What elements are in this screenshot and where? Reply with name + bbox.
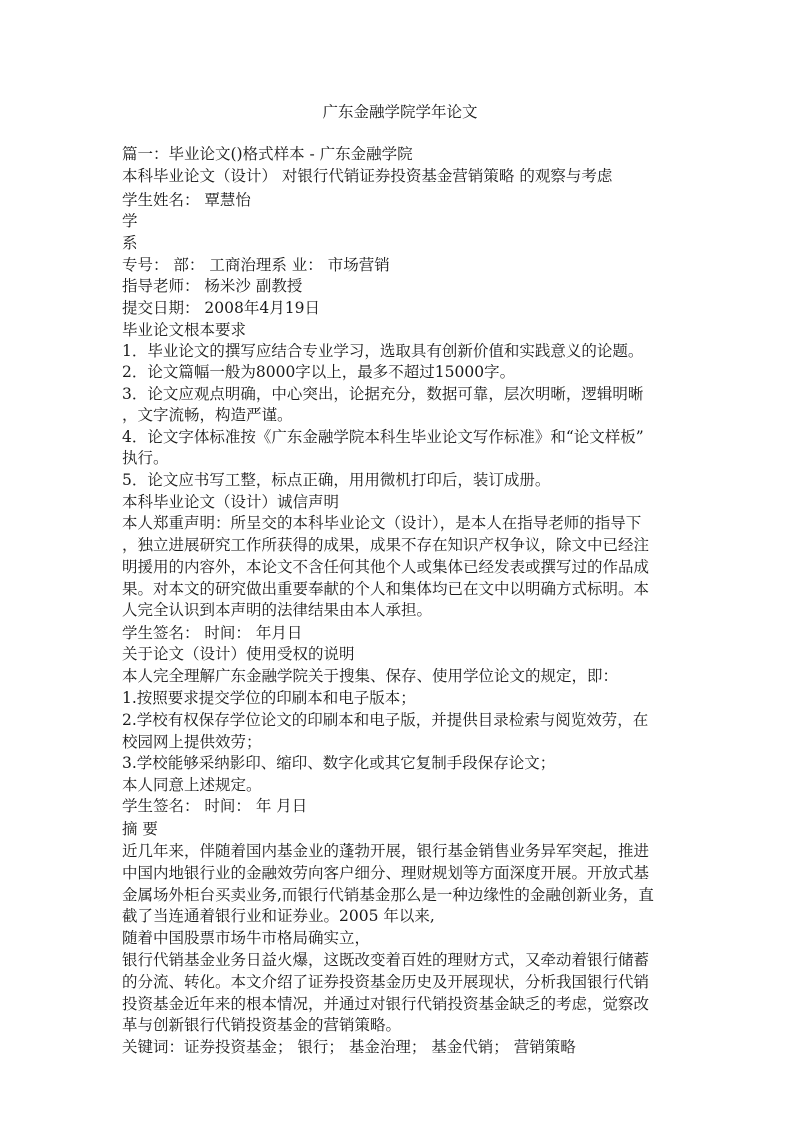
text-line: 关于论文（设计）使用受权的说明 bbox=[122, 645, 355, 663]
text-line: 校园网上提供效劳； bbox=[122, 733, 262, 751]
text-line: 3．论文应观点明确，中心突出，论据充分，数据可靠，层次明晰，逻辑明晰 bbox=[122, 385, 644, 403]
text-line: 学生签名： 时间： 年月日 bbox=[122, 624, 303, 642]
text-line: ，独立进展研究工作所获得的成果，成果不存在知识产权争议，除文中已经注 bbox=[122, 536, 650, 554]
text-line: 人完全认识到本声明的法律结果由本人承担。 bbox=[122, 601, 433, 619]
text-line: 1．毕业论文的撰写应结合专业学习，选取具有创新价值和实践意义的论题。 bbox=[122, 342, 644, 360]
text-line: 金属场外柜台买卖业务,而银行代销基金那么是一种边缘性的金融创新业务，直 bbox=[122, 886, 654, 904]
text-line: 提交日期： 2008年4月19日 bbox=[122, 299, 320, 317]
text-line: 银行代销基金业务日益火爆，这既改变着百姓的理财方式，又牵动着银行储蓄 bbox=[122, 951, 650, 969]
text-line: ，文字流畅，构造严谨。 bbox=[122, 406, 293, 424]
text-line: 5．论文应书写工整，标点正确，用用微机打印后，装订成册。 bbox=[122, 471, 551, 489]
text-line: 本科毕业论文（设计）诚信声明 bbox=[122, 493, 340, 511]
text-line: 1.按照要求提交学位的印刷本和电子版本； bbox=[122, 689, 416, 707]
text-line: 2．论文篇幅一般为8000字以上，最多不超过15000字。 bbox=[122, 363, 516, 381]
text-line: 3.学校能够采纳影印、缩印、数字化或其它复制手段保存论文； bbox=[122, 754, 556, 772]
text-line: 篇一：毕业论文()格式样本 - 广东金融学院 bbox=[122, 145, 413, 163]
text-line: 毕业论文根本要求 bbox=[122, 321, 247, 339]
text-line: 果。对本文的研究做出重要奉献的个人和集体均已在文中以明确方式标明。本 bbox=[122, 580, 650, 598]
text-line: 中国内地银行业的金融效劳向客户细分、理财规划等方面深度开展。开放式基 bbox=[122, 864, 650, 882]
text-line: 学生签名： 时间： 年 月日 bbox=[122, 797, 308, 815]
text-line: 关键词：证券投资基金； 银行； 基金治理； 基金代销； 营销策略 bbox=[122, 1038, 576, 1056]
text-line: 随着中国股票市场牛市格局确实立， bbox=[122, 929, 371, 947]
text-line: 学生姓名： 覃慧怡 bbox=[122, 191, 251, 209]
document-title: 广东金融学院学年论文 bbox=[322, 103, 478, 121]
text-line: 4．论文字体标准按《广东金融学院本科生毕业论文写作标准》和“论文样板” bbox=[122, 428, 644, 446]
text-line: 本科毕业论文（设计） 对银行代销证券投资基金营销策略 的观察与考虑 bbox=[122, 167, 613, 185]
text-line: 摘 要 bbox=[122, 820, 158, 838]
text-line: 学 bbox=[122, 212, 138, 230]
text-line: 的分流、转化。本文介绍了证券投资基金历史及开展现状，分析我国银行代销 bbox=[122, 973, 650, 991]
text-line: 明援用的内容外，本论文不含任何其他个人或集体已经发表或撰写过的作品成 bbox=[122, 558, 650, 576]
text-line: 专号： 部： 工商治理系 业： 市场营销 bbox=[122, 256, 390, 274]
text-line: 近几年来，伴随着国内基金业的蓬勃开展，银行基金销售业务异军突起，推进 bbox=[122, 842, 650, 860]
text-line: 指导老师： 杨米沙 副教授 bbox=[122, 277, 303, 295]
text-line: 2.学校有权保存学位论文的印刷本和电子版，并提供目录检索与阅览效劳，在 bbox=[122, 711, 649, 729]
text-line: 系 bbox=[122, 234, 138, 252]
text-line: 本人同意上述规定。 bbox=[122, 776, 262, 794]
text-line: 截了当连通着银行业和证券业。2005 年以来, bbox=[122, 907, 435, 925]
text-line: 本人完全理解广东金融学院关于搜集、保存、使用学位论文的规定，即： bbox=[122, 667, 619, 685]
text-line: 执行。 bbox=[122, 449, 169, 467]
text-line: 投资基金近年来的根本情况，并通过对银行代销投资基金缺乏的考虑，觉察改 bbox=[122, 995, 650, 1013]
text-line: 革与创新银行代销投资基金的营销策略。 bbox=[122, 1016, 402, 1034]
text-line: 本人郑重声明：所呈交的本科毕业论文（设计），是本人在指导老师的指导下 bbox=[122, 514, 642, 532]
